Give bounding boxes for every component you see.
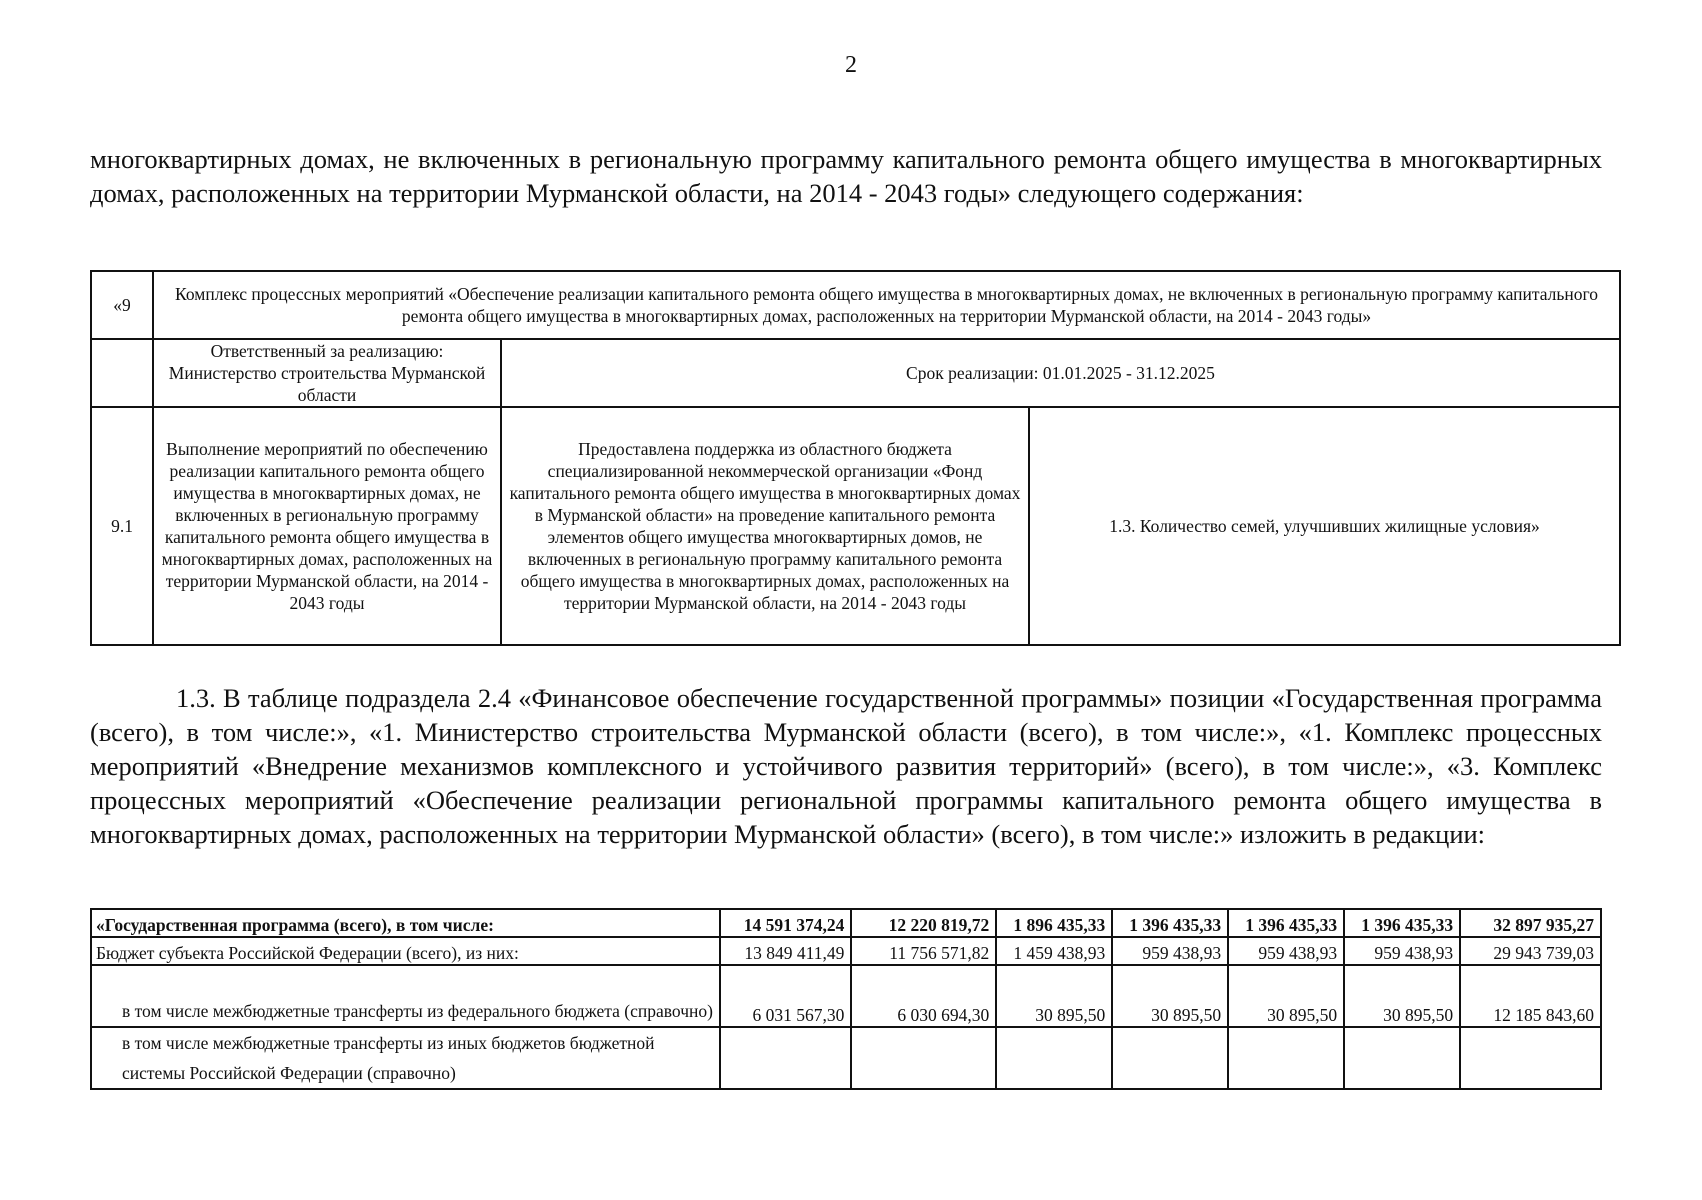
empty-cell — [91, 339, 153, 407]
row-number-cell: «9 — [91, 271, 153, 339]
value-cell — [1344, 1027, 1460, 1089]
value-cell — [1460, 1027, 1601, 1089]
responsible-row — [91, 339, 1620, 407]
page-number: 2 — [845, 52, 857, 78]
finance-row-total — [91, 909, 1601, 937]
value-cell: 959 438,93 — [1112, 937, 1228, 965]
row-label: в том числе межбюджетные трансферты из иных бюджетов бюджетной системы Российской Федерации (справочно) — [91, 1027, 720, 1089]
value-cell — [720, 1027, 851, 1089]
section-paragraph: 1.3. В таблице подраздела 2.4 «Финансовое обеспечение государственной программы» позиции «Государственная программа (всего), в том числе:», «1. Министерство строительства Мурманской области (всего), в том числе:», «1. Комплекс процессных мероприятий «Внедрение механизмов комплексного и устойчивого развития территорий» (всего), в том числе:», «3. Комплекс процессных мероприятий «Обеспечение реализации региональной программы капитального ремонта общего имущества в многоквартирных домах, расположенных на территории Мурманской области» (всего), в том числе:» изложить в редакции: — [90, 683, 1602, 849]
value-cell: 1 896 435,33 — [996, 909, 1112, 937]
finance-table — [90, 908, 1602, 1090]
value-cell — [1112, 1027, 1228, 1089]
measures-table — [90, 270, 1621, 646]
measure-number-cell: 9.1 — [91, 407, 153, 645]
value-cell: 959 438,93 — [1344, 937, 1460, 965]
value-cell: 13 849 411,49 — [720, 937, 851, 965]
measure-name-cell: Выполнение мероприятий по обеспечению реализации капитального ремонта общего имущества в многоквартирных домах, не включенных в региональную программу капитального ремонта общего имущества в многоквартирных домах, расположенных на территории Мурманской области, на 2014 - 2043 годы — [153, 407, 501, 645]
value-cell: 29 943 739,03 — [1460, 937, 1601, 965]
value-cell: 12 185 843,60 — [1460, 965, 1601, 1027]
value-cell — [996, 1027, 1112, 1089]
row-label: Бюджет субъекта Российской Федерации (всего), из них: — [91, 937, 720, 965]
measures-header-row — [91, 271, 1620, 339]
value-cell: 959 438,93 — [1228, 937, 1344, 965]
value-cell — [1228, 1027, 1344, 1089]
complex-title-cell: Комплекс процессных мероприятий «Обеспечение реализации капитального ремонта общего имущества в многоквартирных домах, не включенных в региональную программу капитального ремонта общего имущества в многоквартирных домах, расположенных на территории Мурманской области, на 2014 - 2043 годы» — [153, 271, 1620, 339]
value-cell: 1 396 435,33 — [1228, 909, 1344, 937]
measure-result-cell: Предоставлена поддержка из областного бюджета специализированной некоммерческой организации «Фонд капитального ремонта общего имущества в многоквартирных домах в Мурманской области» на проведение капитального ремонта элементов общего имущества многоквартирных домов, не включенных в региональную программу капитального ремонта общего имущества в многоквартирных домах, расположенных на территории Мурманской области, на 2014 - 2043 годы — [501, 407, 1029, 645]
value-cell: 1 396 435,33 — [1344, 909, 1460, 937]
finance-row-other-transfers — [91, 1027, 1601, 1089]
responsible-cell: Ответственный за реализацию: Министерство строительства Мурманской области — [153, 339, 501, 407]
value-cell: 11 756 571,82 — [851, 937, 996, 965]
row-label: в том числе межбюджетные трансферты из федерального бюджета (справочно) — [91, 965, 720, 1027]
period-cell: Срок реализации: 01.01.2025 - 31.12.2025 — [501, 339, 1620, 407]
value-cell: 30 895,50 — [996, 965, 1112, 1027]
measure-indicator-cell: 1.3. Количество семей, улучшивших жилищные условия» — [1029, 407, 1620, 645]
value-cell: 1 459 438,93 — [996, 937, 1112, 965]
value-cell: 30 895,50 — [1228, 965, 1344, 1027]
value-cell: 6 030 694,30 — [851, 965, 996, 1027]
measure-row — [91, 407, 1620, 645]
value-cell: 32 897 935,27 — [1460, 909, 1601, 937]
value-cell: 12 220 819,72 — [851, 909, 996, 937]
value-cell: 30 895,50 — [1112, 965, 1228, 1027]
value-cell: 30 895,50 — [1344, 965, 1460, 1027]
finance-row-regional-budget — [91, 937, 1601, 965]
intro-paragraph: многоквартирных домах, не включенных в региональную программу капитального ремонта общего имущества в многоквартирных домах, расположенных на территории Мурманской области, на 2014 - 2043 годы» следующего содержания: — [90, 144, 1602, 208]
finance-row-federal-transfers — [91, 965, 1601, 1027]
value-cell: 6 031 567,30 — [720, 965, 851, 1027]
value-cell: 14 591 374,24 — [720, 909, 851, 937]
row-label: «Государственная программа (всего), в том числе: — [91, 909, 720, 937]
value-cell: 1 396 435,33 — [1112, 909, 1228, 937]
value-cell — [851, 1027, 996, 1089]
